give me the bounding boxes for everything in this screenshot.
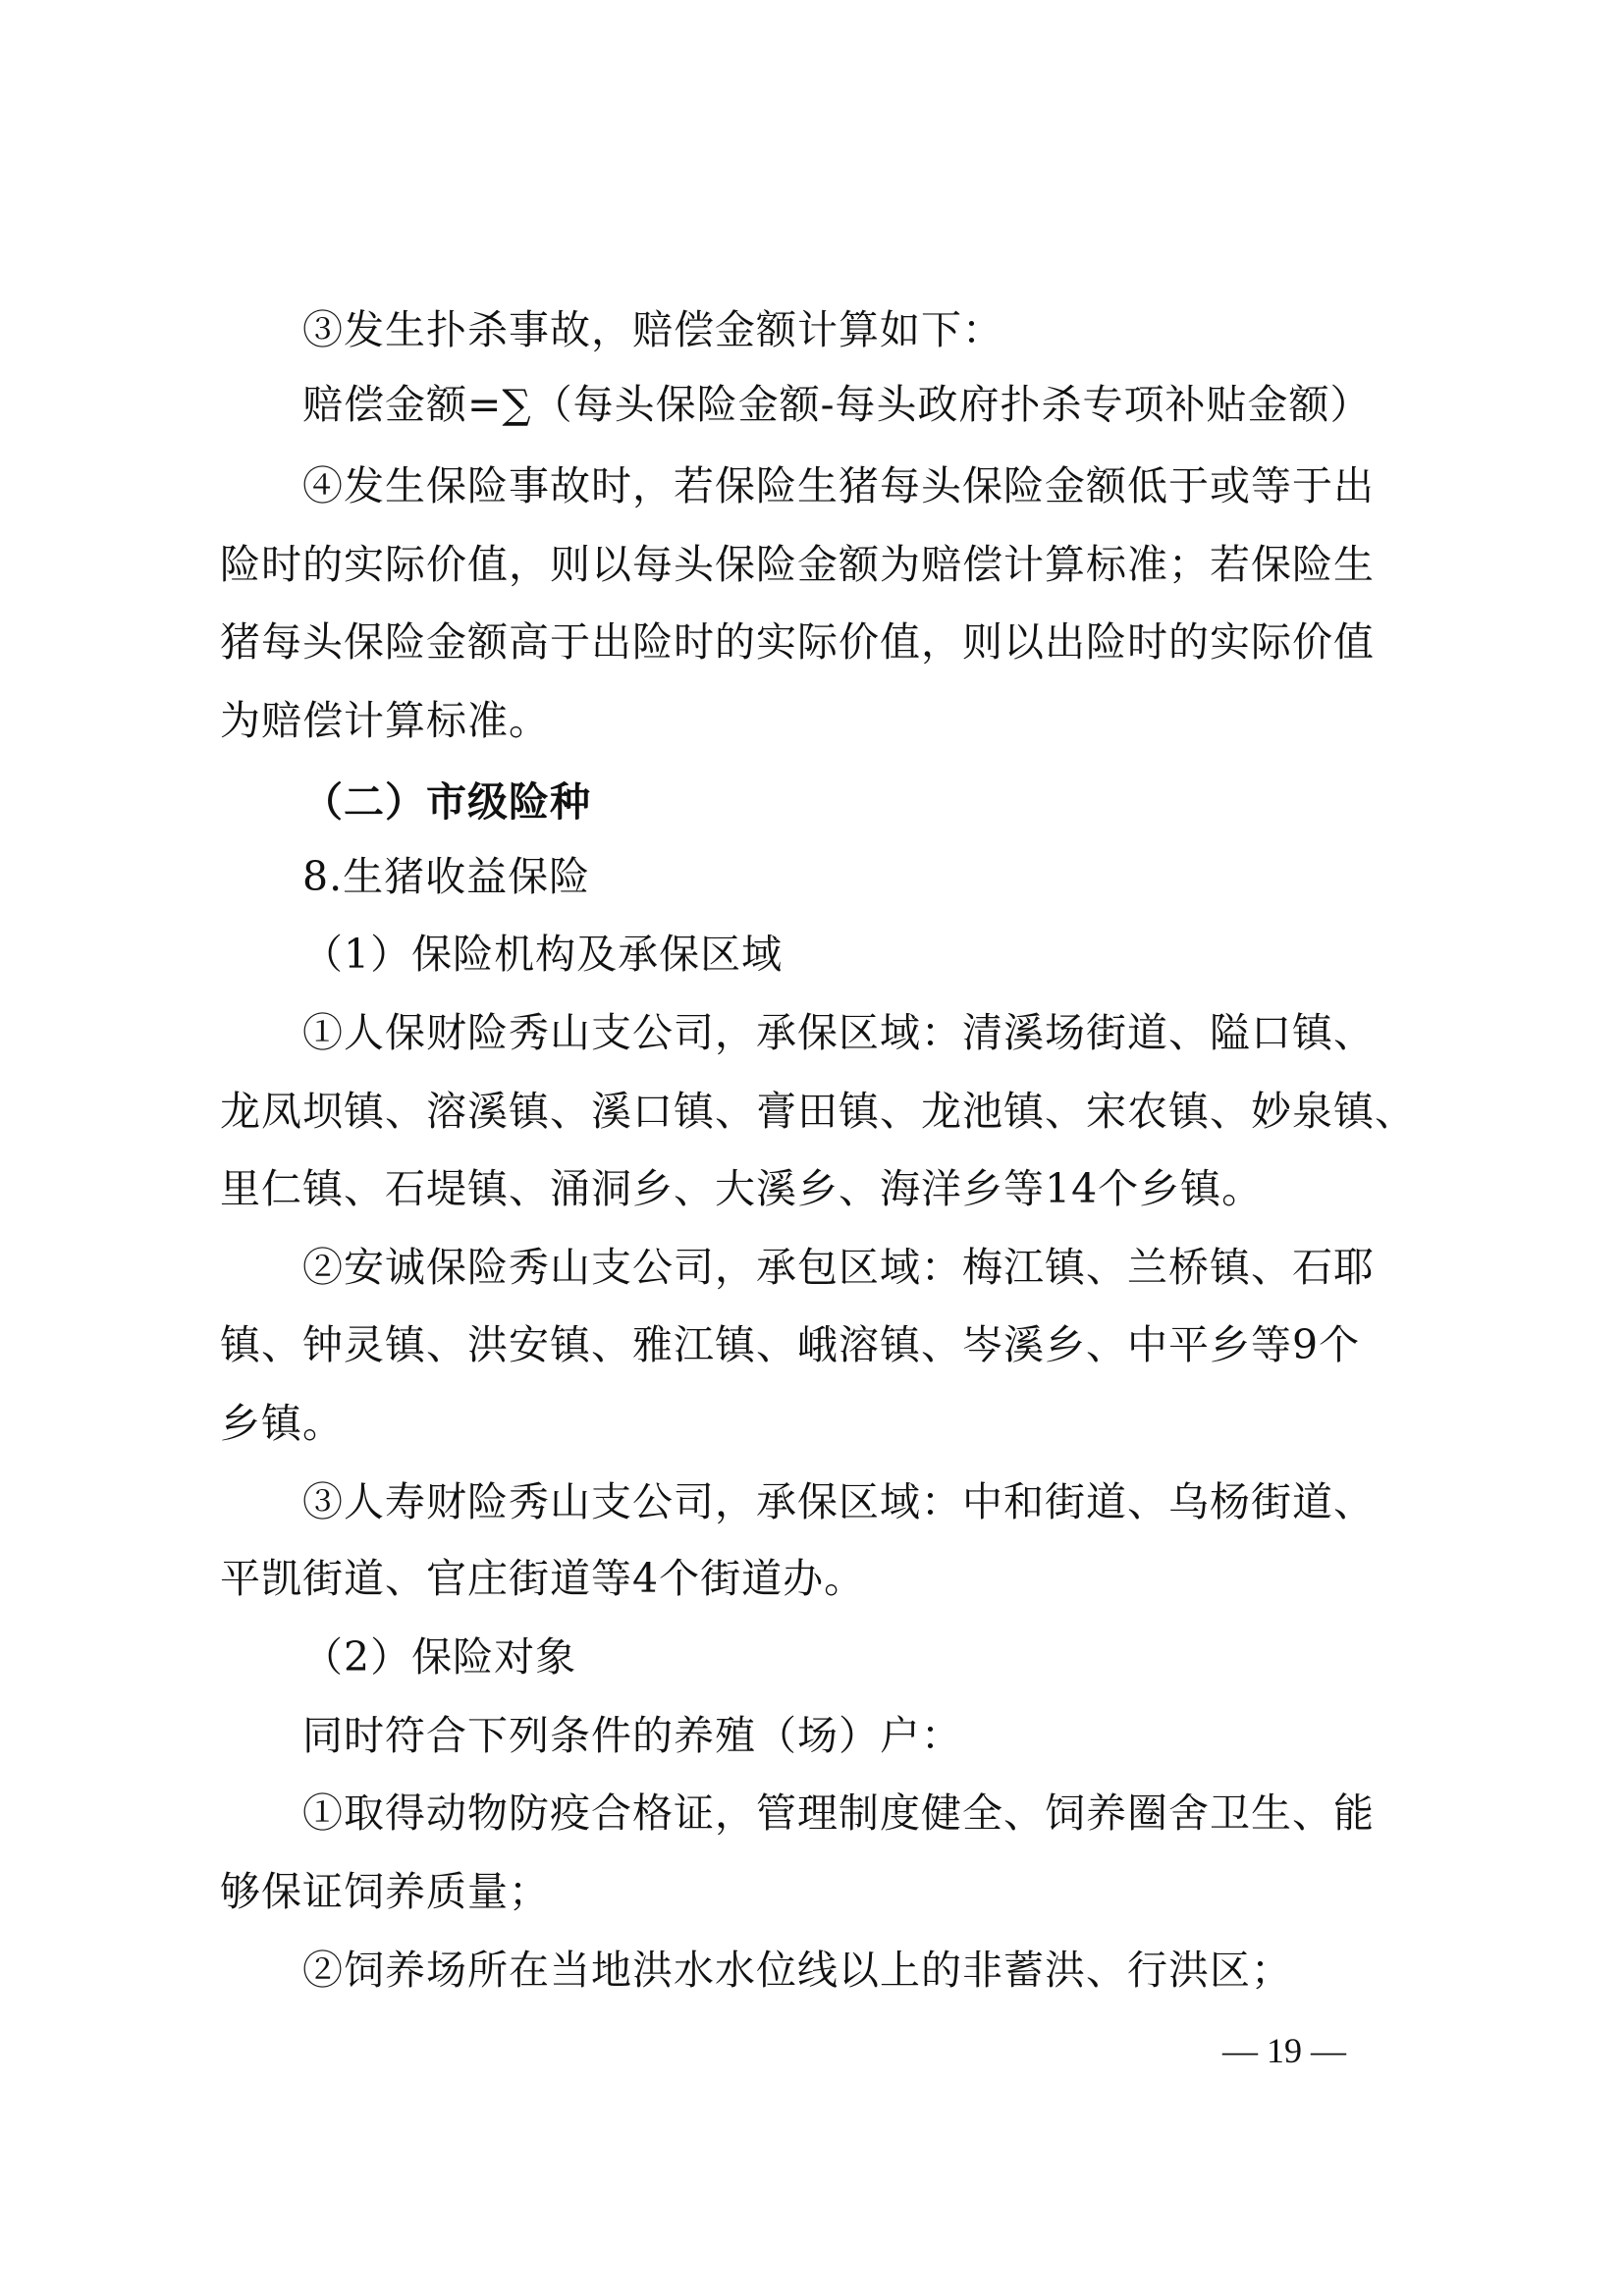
formula-line: 赔偿金额=∑（每头保险金额-每头政府扑杀专项补贴金额） bbox=[302, 381, 1372, 428]
subsection-title: （1）保险机构及承保区域 bbox=[302, 931, 784, 978]
paragraph-line: ②饲养场所在当地洪水水位线以上的非蓄洪、行洪区； bbox=[302, 1947, 1292, 1994]
page-number: — 19 — bbox=[1222, 2031, 1346, 2070]
paragraph-line: 同时符合下列条件的养殖（场）户： bbox=[302, 1712, 962, 1759]
paragraph-line: 里仁镇、石堤镇、涌洞乡、大溪乡、海洋乡等14个乡镇。 bbox=[220, 1165, 1264, 1212]
paragraph-line: 镇、钟灵镇、洪安镇、雅江镇、峨溶镇、岑溪乡、中平乡等9个 bbox=[220, 1321, 1361, 1368]
paragraph-line: ③人寿财险秀山支公司，承保区域：中和街道、乌杨街道、 bbox=[302, 1478, 1375, 1525]
paragraph-line: 险时的实际价值，则以每头保险金额为赔偿计算标准；若保险生 bbox=[220, 541, 1375, 588]
subsection-title: （2）保险对象 bbox=[302, 1633, 577, 1681]
paragraph-line: ①取得动物防疫合格证，管理制度健全、饲养圈舍卫生、能 bbox=[302, 1789, 1375, 1837]
paragraph-line: ③发生扑杀事故，赔偿金额计算如下： bbox=[302, 306, 1003, 353]
paragraph-line: ②安诚保险秀山支公司，承包区域：梅江镇、兰桥镇、石耶 bbox=[302, 1244, 1375, 1291]
paragraph-line: ①人保财险秀山支公司，承保区域：清溪场街道、隘口镇、 bbox=[302, 1009, 1375, 1056]
paragraph-line: ④发生保险事故时，若保险生猪每头保险金额低于或等于出 bbox=[302, 462, 1375, 509]
paragraph-line: 够保证饲养质量； bbox=[220, 1868, 550, 1915]
section-heading: （二）市级险种 bbox=[302, 778, 591, 826]
paragraph-line: 乡镇。 bbox=[220, 1400, 344, 1447]
paragraph-line: 平凯街道、官庄街道等4个街道办。 bbox=[220, 1555, 866, 1602]
paragraph-line: 猪每头保险金额高于出险时的实际价值，则以出险时的实际价值 bbox=[220, 618, 1375, 666]
paragraph-line: 为赔偿计算标准。 bbox=[220, 697, 550, 744]
paragraph-line: 龙凤坝镇、溶溪镇、溪口镇、膏田镇、龙池镇、宋农镇、妙泉镇、 bbox=[220, 1088, 1416, 1135]
subsection-heading: 8.生猪收益保险 bbox=[302, 853, 591, 900]
